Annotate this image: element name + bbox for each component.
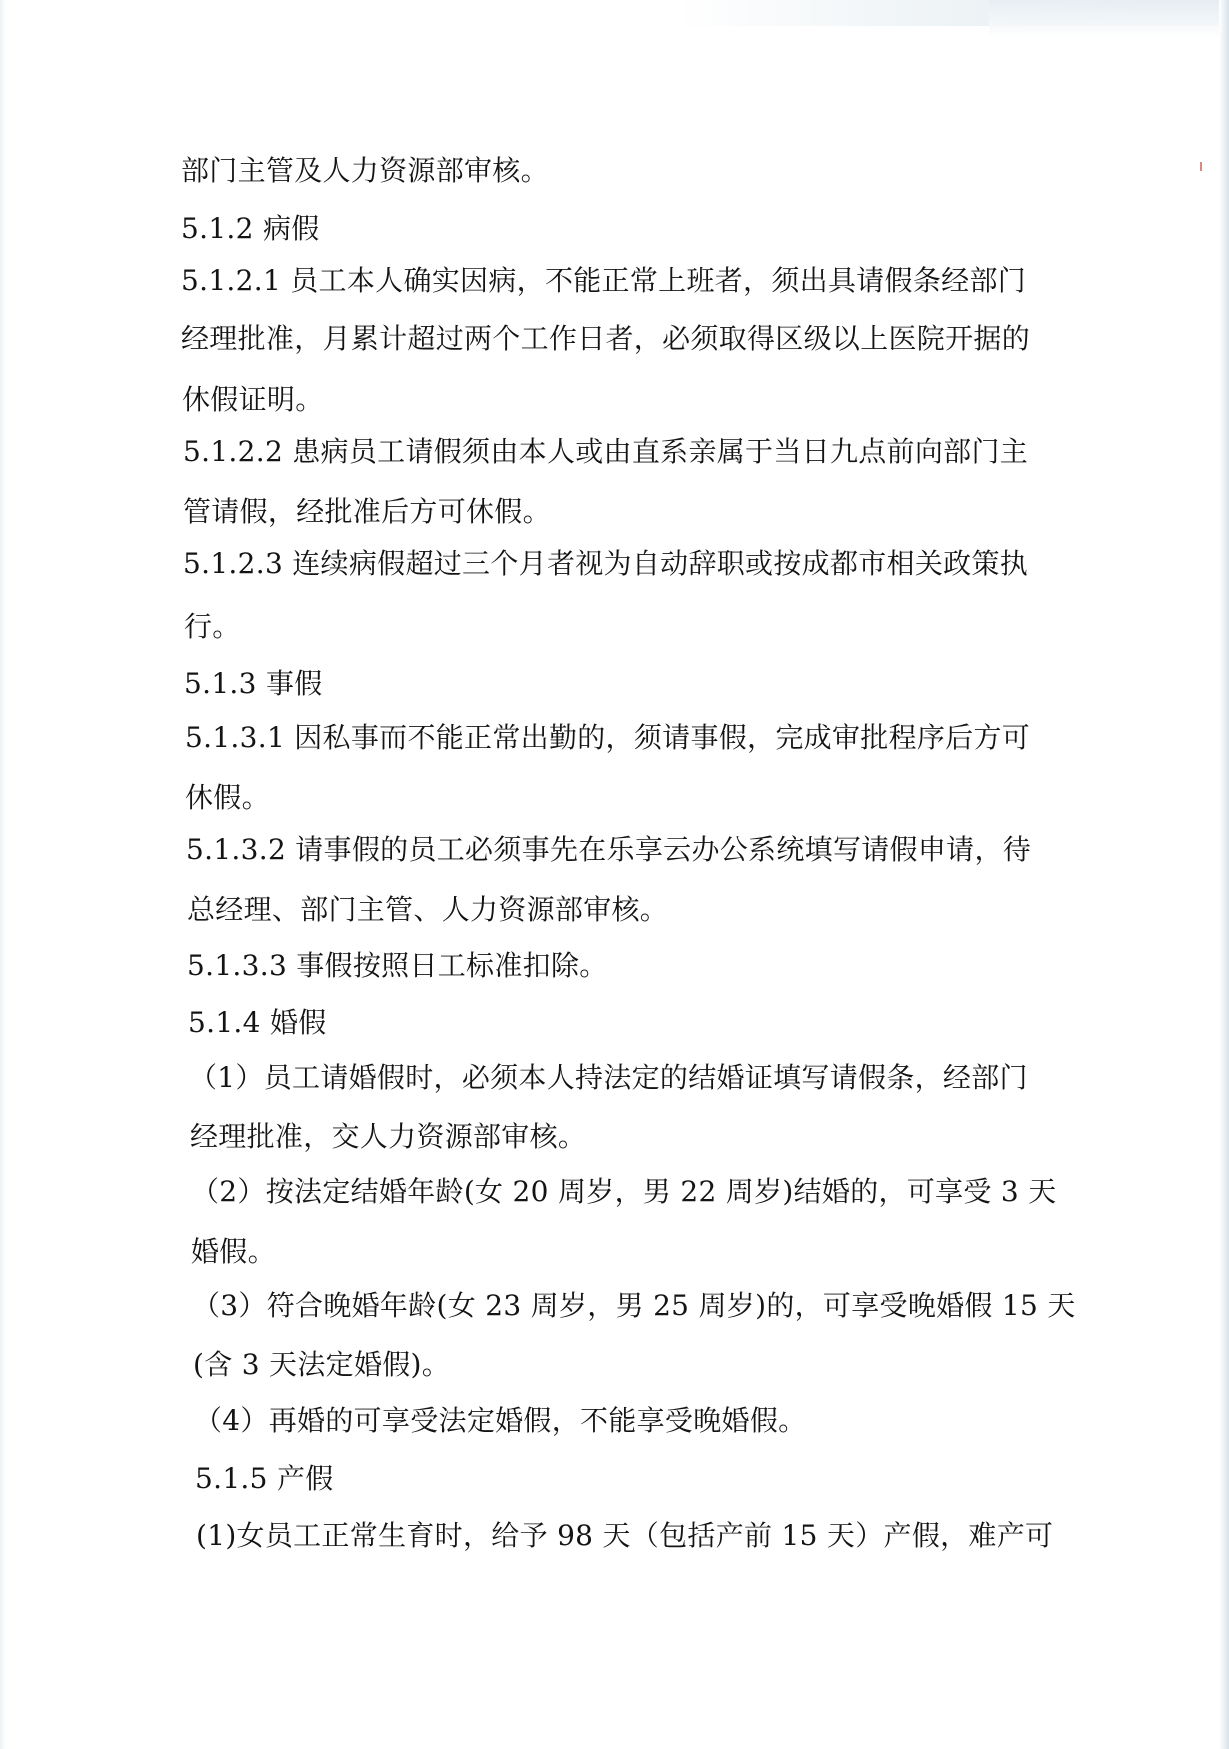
text-line: 5.1.2.2 患病员工请假须由本人或由直系亲属于当日九点前向部门主 [183,435,1029,468]
text-line: (1)女员工正常生育时，给予 98 天（包括产前 15 天）产假，难产可 [196,1519,1054,1552]
text-line: （2）按法定结婚年龄(女 20 周岁，男 22 周岁)结婚的，可享受 3 天 [191,1175,1057,1208]
text-line: 5.1.3.1 因私事而不能正常出勤的，须请事假，完成审批程序后方可 [185,721,1031,754]
text-line: 总经理、部门主管、人力资源部审核。 [187,893,669,926]
section-heading: 5.1.3 事假 [184,667,323,700]
text-line: 部门主管及人力资源部审核。 [181,154,549,187]
text-line: 经理批准，月累计超过两个工作日者，必须取得区级以上医院开据的 [181,322,1031,355]
ink-mark [1200,162,1202,171]
text-line: 行。 [184,610,241,643]
text-line: 5.1.2.1 员工本人确实因病，不能正常上班者，须出具请假条经部门 [181,264,1027,297]
text-line: 休假证明。 [182,383,324,416]
text-line: 经理批准，交人力资源部审核。 [190,1120,587,1153]
scan-shadow-left [0,0,6,1749]
text-line: 管请假，经批准后方可休假。 [183,495,551,528]
text-line: 5.1.3.2 请事假的员工必须事先在乐享云办公系统填写请假申请，待 [186,833,1032,866]
section-heading: 5.1.5 产假 [195,1462,334,1495]
text-line: 婚假。 [191,1235,276,1268]
text-line: 5.1.2.3 连续病假超过三个月者视为自动辞职或按成都市相关政策执 [183,547,1029,580]
text-line: 5.1.3.3 事假按照日工标准扣除。 [187,949,608,982]
text-line: 休假。 [185,781,270,814]
text-line: (含 3 天法定婚假)。 [193,1348,451,1381]
text-line: （1）员工请婚假时，必须本人持法定的结婚证填写请假条，经部门 [189,1061,1028,1094]
section-heading: 5.1.2 病假 [181,212,320,245]
text-line: （3）符合晚婚年龄(女 23 周岁，男 25 周岁)的，可享受晚婚假 15 天 [192,1289,1076,1322]
scan-shadow-right [1219,0,1229,1749]
text-line: （4）再婚的可享受法定婚假，不能享受晚婚假。 [194,1404,807,1437]
section-heading: 5.1.4 婚假 [188,1006,327,1039]
scan-shadow-top-right [989,0,1229,40]
